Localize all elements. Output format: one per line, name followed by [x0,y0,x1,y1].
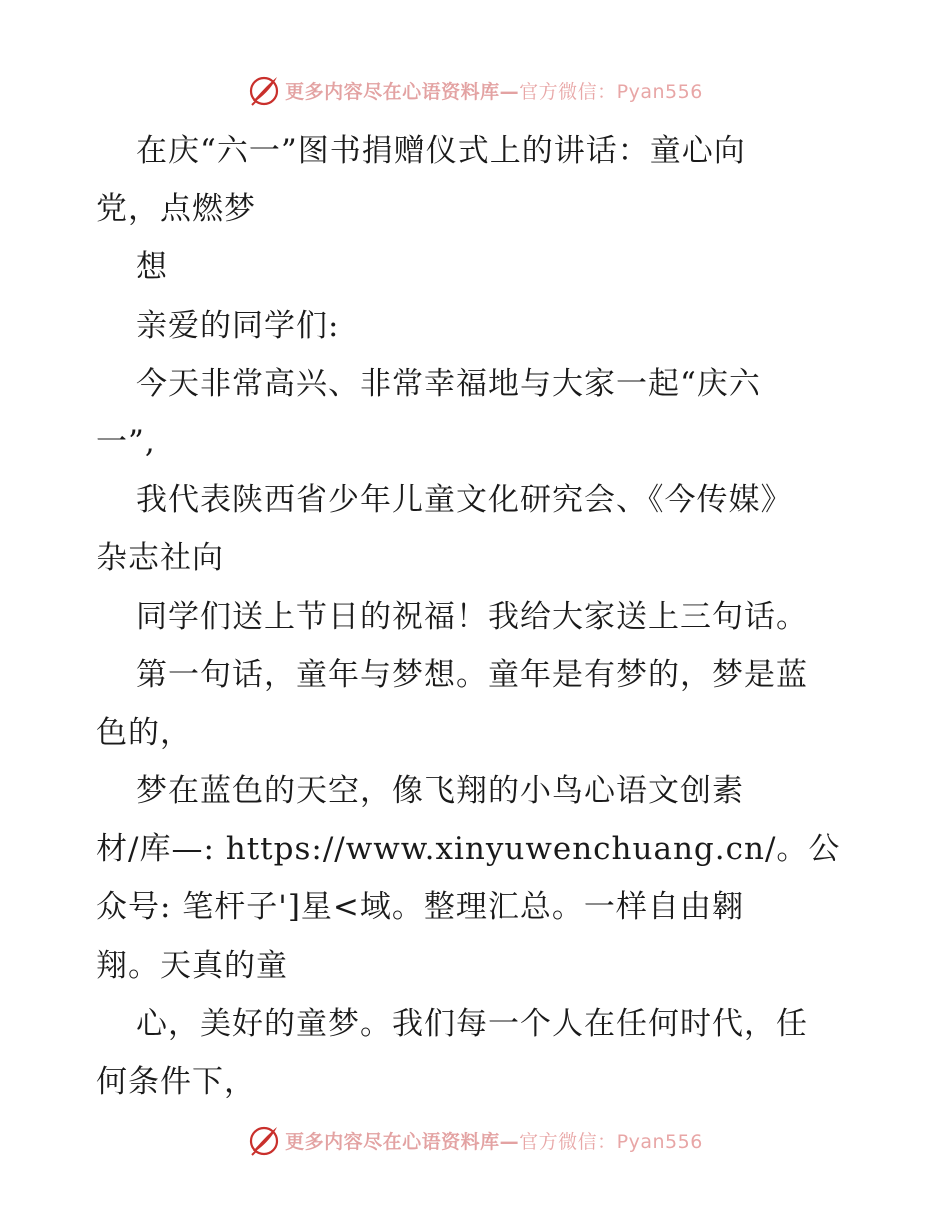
quill-pen-logo-icon [247,1123,281,1157]
footer-banner [0,1118,950,1162]
paragraph-line: 众号: 笔杆子']星<域。整理汇总。一样自由翱 [96,889,744,926]
header-wechat-id: 官方微信：Pyan556 [519,80,703,103]
paragraph-line: 党，点燃梦 [96,191,256,228]
paragraph-line: 梦在蓝色的天空，像飞翔的小鸟心语文创素 [136,773,744,810]
document-body [96,122,866,1111]
paragraph-line: 色的， [96,714,192,751]
paragraph-line: 第一句话，童年与梦想。童年是有梦的，梦是蓝 [136,656,808,693]
paragraph-line: 我代表陕西省少年儿童文化研究会、《今传媒》 [136,482,793,519]
footer-banner-text: 更多内容尽在心语资料库—官方微信：Pyan556 [285,1130,703,1153]
paragraph-line: 在庆“六一”图书捐赠仪式上的讲话：童心向 [136,133,746,169]
paragraph-line: 心，美好的童梦。我们每一个人在任何时代，任 [136,1005,808,1042]
paragraph-line: 何条件下， [96,1064,256,1100]
paragraph-line: 杂志社向 [96,540,224,577]
quill-pen-logo-icon [247,73,281,107]
paragraph-line: 同学们送上节日的祝福！我给大家送上三句话。 [136,598,808,635]
paragraph-line: 翔。天真的童 [96,947,288,984]
header-banner-text: 更多内容尽在心语资料库—官方微信：Pyan556 [285,80,703,103]
paragraph-line: 今天非常高兴、非常幸福地与大家一起“庆六 [136,365,761,402]
footer-wechat-id: 官方微信：Pyan556 [519,1130,703,1153]
paragraph-line: 亲爱的同学们: [136,307,340,344]
header-banner [0,68,950,112]
paragraph-line: 材/库—: https://www.xinyuwenchuang.cn/。公 [96,831,841,868]
paragraph-line: 一”, [96,423,156,460]
paragraph-line: 想 [136,249,168,286]
